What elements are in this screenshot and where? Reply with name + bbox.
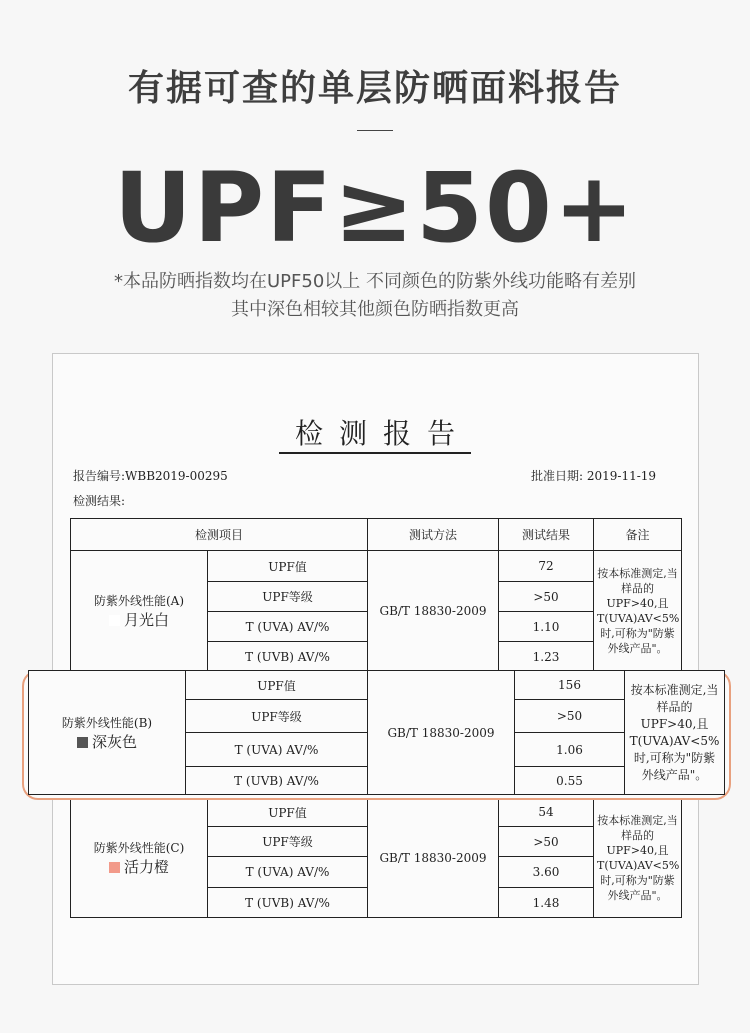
group-b-value-uvb: 0.55 [515,767,625,795]
item-upf: UPF值 [208,551,368,582]
group-b-label: 防紫外线性能(B) [61,715,153,730]
item-upf: UPF值 [186,671,368,700]
report-title-wrap [0,412,750,452]
col-header-item: 检测项目 [71,519,368,551]
group-b-value-upf: 156 [515,671,625,700]
group-a-label: 防紫外线性能(A) [93,594,185,608]
group-b-label-cell [29,671,186,795]
group-c-value-uvb: 1.48 [499,888,594,918]
report-table-group-c [70,797,682,918]
upf-claim: UPF≥50+ [113,152,637,264]
group-c-value-grade: >50 [499,827,594,857]
item-uvb: T (UVB) AV/% [208,888,368,918]
report-number: 报告编号:WBB2019-00295 [73,469,228,483]
group-c-label-cell [71,798,208,918]
group-a-value-upf: 72 [499,551,594,582]
group-b-value-uva: 1.06 [515,733,625,767]
group-a-value-grade: >50 [499,582,594,612]
approval-date: 批准日期: 2019-11-19 [531,469,657,483]
item-uva: T (UVA) AV/% [186,733,368,767]
group-a-value-uva: 1.10 [499,612,594,642]
subtitle-line-1: *本品防晒指数均在UPF50以上 不同颜色的防紫外线功能略有差别 [113,271,636,292]
group-b-value-grade: >50 [515,700,625,733]
col-header-result: 测试结果 [499,519,594,551]
group-a-swatch [109,615,120,626]
title-divider [357,130,393,131]
item-upf-grade: UPF等级 [208,582,368,612]
group-a-note: 按本标准测定,当样品的UPF>40,且T(UVA)AV<5%时,可称为"防紫外线产品"。 [594,551,682,672]
group-c-swatch [109,862,120,873]
item-uva: T (UVA) AV/% [208,857,368,888]
group-a-label-cell [71,551,208,672]
col-header-method: 测试方法 [368,519,499,551]
item-uva: T (UVA) AV/% [208,612,368,642]
group-c-label: 防紫外线性能(C) [93,840,185,855]
item-upf-grade: UPF等级 [208,827,368,857]
group-b-color-name: 深灰色 [91,732,137,751]
item-upf-grade: UPF等级 [186,700,368,733]
report-table-group-b [28,670,725,795]
item-uvb: T (UVB) AV/% [186,767,368,795]
group-a-method: GB/T 18830-2009 [368,551,499,672]
group-a-color-name: 月光白 [123,611,169,629]
group-c-value-upf: 54 [499,798,594,827]
item-uvb: T (UVB) AV/% [208,642,368,672]
group-c-color-name: 活力橙 [123,857,169,876]
group-c-value-uva: 3.60 [499,857,594,888]
group-a-value-uvb: 1.23 [499,642,594,672]
report-title: 检测报告 [279,417,471,454]
group-b-method: GB/T 18830-2009 [368,671,515,795]
group-c-method: GB/T 18830-2009 [368,798,499,918]
col-header-remark: 备注 [594,519,682,551]
group-b-note: 按本标准测定,当样品的UPF>40,且T(UVA)AV<5%时,可称为"防紫外线产品"。 [625,671,725,795]
item-upf: UPF值 [208,798,368,827]
results-label: 检测结果: [73,494,126,508]
subtitle-line-2: 其中深色相较其他颜色防晒指数更高 [231,299,519,320]
group-b-swatch [77,737,88,748]
report-table-group-a [70,518,682,672]
page-headline: 有据可查的单层防晒面料报告 [127,68,622,109]
group-c-note: 按本标准测定,当样品的UPF>40,且T(UVA)AV<5%时,可称为"防紫外线产品"。 [594,798,682,918]
